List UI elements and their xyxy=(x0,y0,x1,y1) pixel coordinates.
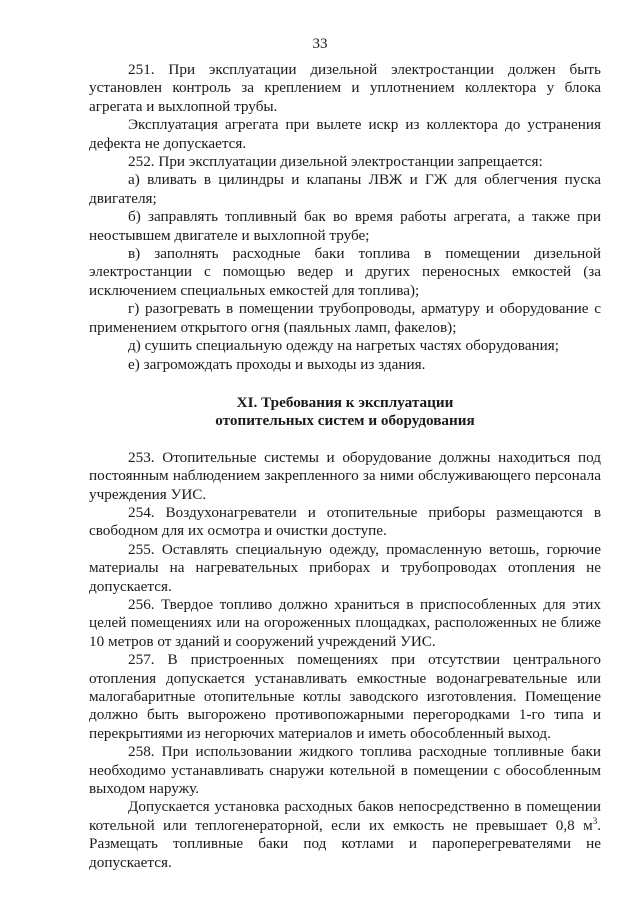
paragraph-251: 251. При эксплуатации дизельной электростанции должен быть установлен контроль за креплением и уплотнением коллектора у блока агрегата и выхлопной трубы. xyxy=(89,61,601,115)
paragraph-255: 255. Оставлять специальную одежду, промасленную ветошь, горючие материалы на нагревательных приборах и трубопроводах отопления не допускается. xyxy=(89,540,601,595)
paragraph-253: 253. Отопительные системы и оборудование должны находиться под постоянным наблюдением закрепленного за ними обслуживающего персонала учреждения УИС. xyxy=(89,448,601,503)
paragraph-258-note-text-2: . Размещать топливные баки под котлами и пароперегревателями не допускается. xyxy=(89,816,601,871)
list-item-g: г) разогревать в помещении трубопроводы, арматуру и оборудование с применением открытого огня (паяльных ламп, факелов); xyxy=(89,300,601,336)
document-body xyxy=(89,61,601,872)
list-item-d: д) сушить специальную одежду на нагретых частях оборудования; xyxy=(128,337,559,355)
paragraph-258: 258. При использовании жидкого топлива расходные топливные баки необходимо устанавливать снаружи котельной в помещении с обособленным выходом наружу. xyxy=(89,743,601,798)
list-item-v: в) заполнять расходные баки топлива в помещении дизельной электростанции с помощью ведер и других переносных емкостей (за исключением специальных емкостей для топлива); xyxy=(89,245,601,299)
paragraph-252: 252. При эксплуатации дизельной электростанции запрещается: xyxy=(128,153,543,171)
list-item-b: б) заправлять топливный бак во время работы агрегата, а также при неостывшем двигателе и выхлопной трубе; xyxy=(89,208,601,244)
list-item-a: а) вливать в цилиндры и клапаны ЛВЖ и ГЖ для облегчения пуска двигателя; xyxy=(89,171,601,207)
paragraph-258-note xyxy=(89,798,601,872)
list-item-e: е) загромождать проходы и выходы из здания. xyxy=(128,355,426,373)
section-heading-line-1: XI. Требования к эксплуатации xyxy=(236,393,454,411)
paragraph-251-note: Эксплуатация агрегата при вылете искр из коллектора до устранения дефекта не допускается. xyxy=(89,116,601,152)
paragraph-258-note-text-1: Допускается установка расходных баков непосредственно в помещении котельной или теплогенераторной, если их емкость не превышает 0,8 м xyxy=(89,798,601,834)
page-number: 33 xyxy=(312,36,328,52)
section-heading xyxy=(89,394,601,431)
cubic-superscript: 3 xyxy=(592,815,598,826)
paragraph-254: 254. Воздухонагреватели и отопительные приборы размещаются в свободном для их осмотра и очистки доступе. xyxy=(89,503,601,540)
paragraph-256: 256. Твердое топливо должно храниться в приспособленных для этих целей помещениях или на огороженных площадках, расположенных не ближе 10 метров от зданий и сооружений учреждений УИС. xyxy=(89,595,601,650)
section-heading-line-2: отопительных систем и оборудования xyxy=(215,412,475,430)
paragraph-257: 257. В пристроенных помещениях при отсутствии центрального отопления допускается устанавливать емкостные водонагревательные или малогабаритные отопительные котлы заводского изготовления. Помещение должно быть выгорожено противопожарными перегородками 1-го типа и перекрытиями из негорючих материалов и иметь обособленный выход. xyxy=(89,651,601,742)
